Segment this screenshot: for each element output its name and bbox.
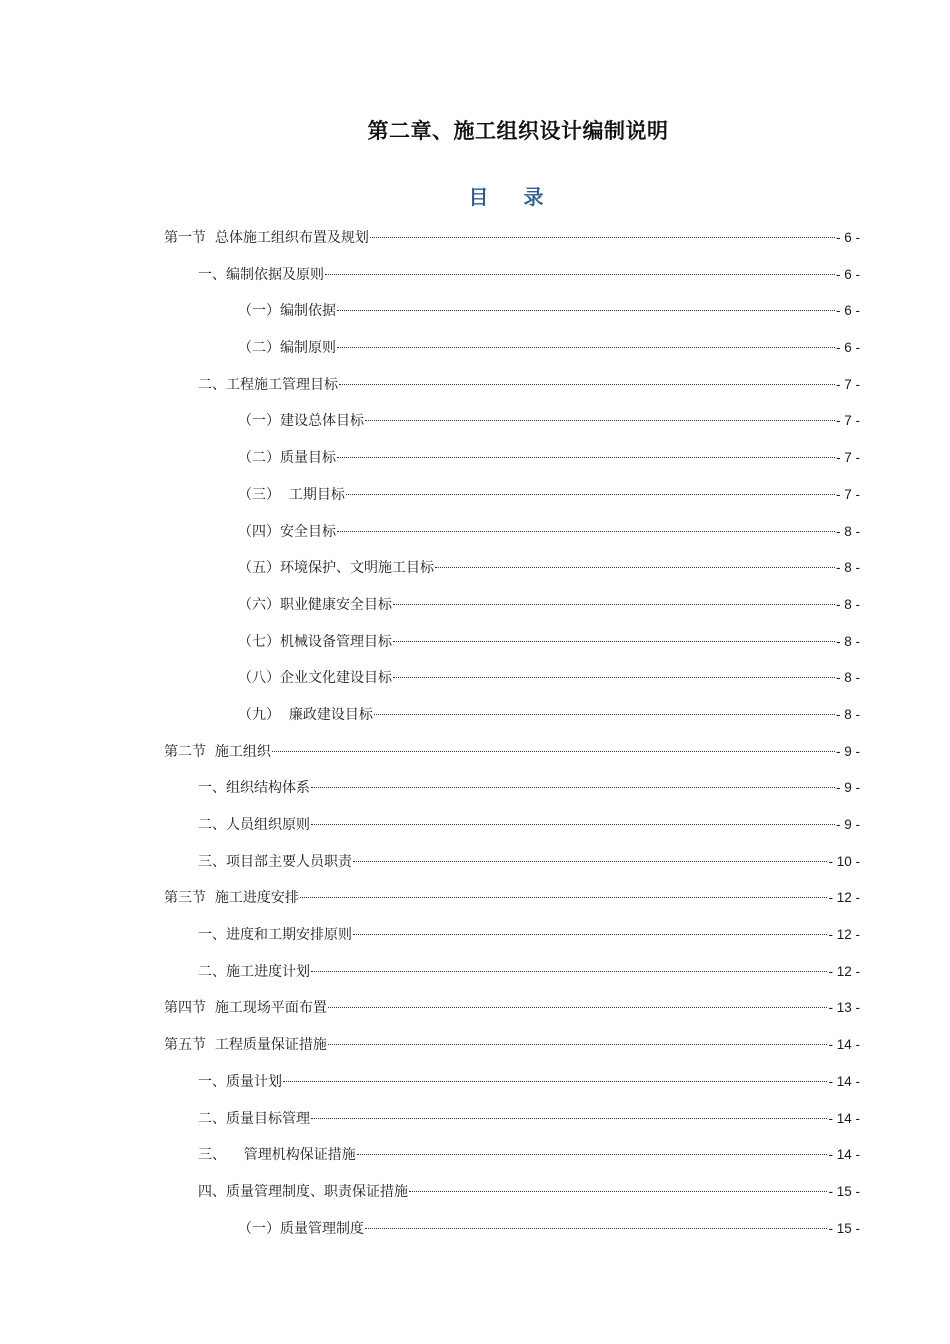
toc-dot-leader xyxy=(311,1118,827,1119)
toc-entry[interactable] xyxy=(164,961,860,998)
toc-entry-label: 第四节 施工现场平面布置 xyxy=(164,1000,327,1017)
toc-entry-label: （二）编制原则 xyxy=(238,340,336,357)
toc-dot-leader xyxy=(365,1228,827,1229)
toc-page-number: - 8 - xyxy=(835,633,860,649)
toc-entry[interactable] xyxy=(164,887,860,924)
toc-entry-label: （三） 工期目标 xyxy=(238,486,345,503)
toc-entry[interactable] xyxy=(164,410,860,447)
toc-entry-label: 一、质量计划 xyxy=(198,1073,282,1090)
toc-entry[interactable] xyxy=(164,814,860,851)
toc-entry[interactable] xyxy=(164,521,860,558)
toc-entry-label: 一、进度和工期安排原则 xyxy=(198,927,352,944)
toc-page-number: - 8 - xyxy=(835,706,860,722)
toc-page-number: - 8 - xyxy=(835,523,860,539)
toc-dot-leader xyxy=(393,677,835,678)
toc-entry-label: （一）建设总体目标 xyxy=(238,413,364,430)
toc-entry-label: （一）质量管理制度 xyxy=(238,1220,364,1237)
toc-dot-leader xyxy=(311,787,835,788)
toc-dot-leader xyxy=(283,1081,827,1082)
toc-entry-label: 一、组织结构体系 xyxy=(198,780,310,797)
toc-dot-leader xyxy=(337,347,835,348)
toc-dot-leader xyxy=(365,420,835,421)
toc-dot-leader xyxy=(311,824,835,825)
toc-page-number: - 12 - xyxy=(828,890,860,906)
toc-entry-label: （八）企业文化建设目标 xyxy=(238,670,392,687)
toc-dot-leader xyxy=(337,310,835,311)
toc-page-number: - 7 - xyxy=(835,413,860,429)
toc-entry[interactable] xyxy=(164,851,860,888)
toc-entry-label: 三、项目部主要人员职责 xyxy=(198,853,352,870)
toc-entry[interactable] xyxy=(164,1071,860,1108)
toc-page-number: - 6 - xyxy=(835,230,860,245)
toc-entry-label: 二、工程施工管理目标 xyxy=(198,376,338,393)
toc-entry[interactable] xyxy=(164,374,860,411)
toc-entry-label: 第三节 施工进度安排 xyxy=(164,890,299,907)
toc-page-number: - 6 - xyxy=(835,266,860,282)
toc-entry[interactable] xyxy=(164,557,860,594)
chapter-title: 第二章、施工组织设计编制说明 xyxy=(367,118,669,143)
toc-page-number: - 12 - xyxy=(828,927,860,943)
toc-page-number: - 14 - xyxy=(828,1110,860,1126)
toc-dot-leader xyxy=(328,1044,828,1045)
toc-dot-leader xyxy=(311,971,827,972)
toc-dot-leader xyxy=(353,861,827,862)
toc-page-number: - 14 - xyxy=(828,1037,860,1053)
toc-dot-leader xyxy=(393,604,835,605)
toc-entry-label: 一、编制依据及原则 xyxy=(198,266,324,283)
toc-entry[interactable] xyxy=(164,667,860,704)
toc-page-number: - 8 - xyxy=(835,560,860,576)
toc-entry[interactable] xyxy=(164,1034,860,1071)
toc-page-number: - 9 - xyxy=(835,780,860,796)
toc-entry-label: （五）环境保护、文明施工目标 xyxy=(238,560,434,577)
toc-entry-label: 四、质量管理制度、职责保证措施 xyxy=(198,1183,408,1200)
toc-page-number: - 15 - xyxy=(828,1220,860,1236)
toc-entry-label: （七）机械设备管理目标 xyxy=(238,633,392,650)
toc-page-number: - 15 - xyxy=(828,1183,860,1199)
toc-dot-leader xyxy=(357,1154,828,1155)
toc-dot-leader xyxy=(435,567,835,568)
toc-dot-leader xyxy=(325,274,835,275)
toc-entry-label: （一）编制依据 xyxy=(238,303,336,320)
toc-page-number: - 6 - xyxy=(835,303,860,319)
toc-dot-leader xyxy=(370,237,835,238)
toc-entry[interactable] xyxy=(164,1218,860,1255)
toc-dot-leader xyxy=(353,934,827,935)
toc-page-number: - 7 - xyxy=(835,486,860,502)
toc-entry[interactable] xyxy=(164,447,860,484)
toc-entry-label: 二、质量目标管理 xyxy=(198,1110,310,1127)
toc-entry-label: 第一节 总体施工组织布置及规划 xyxy=(164,230,369,246)
toc-entry-label: （二）质量目标 xyxy=(238,450,336,467)
toc-page-number: - 13 - xyxy=(828,1000,860,1016)
toc-entry-label: （四）安全目标 xyxy=(238,523,336,540)
toc-dot-leader xyxy=(337,531,835,532)
toc-page-number: - 14 - xyxy=(828,1073,860,1089)
toc-entry[interactable] xyxy=(164,704,860,741)
toc-entry-label: （六）职业健康安全目标 xyxy=(238,596,392,613)
toc-entry[interactable] xyxy=(164,484,860,521)
toc-page-number: - 7 - xyxy=(835,450,860,466)
toc-entry[interactable] xyxy=(164,997,860,1034)
toc-entry-label: 三、 管理机构保证措施 xyxy=(198,1147,356,1164)
toc-page-number: - 6 - xyxy=(835,340,860,356)
toc-entry[interactable] xyxy=(164,337,860,374)
toc-entry[interactable] xyxy=(164,777,860,814)
toc-page-number: - 10 - xyxy=(828,853,860,869)
toc-entry-label: （九） 廉政建设目标 xyxy=(238,706,373,723)
toc-entry[interactable] xyxy=(164,1181,860,1218)
toc-dot-leader xyxy=(409,1191,827,1192)
toc-dot-leader xyxy=(374,714,835,715)
toc-dot-leader xyxy=(346,494,835,495)
toc-page-number: - 9 - xyxy=(835,817,860,832)
toc-entry[interactable] xyxy=(164,300,860,337)
toc-entry-label: 第五节 工程质量保证措施 xyxy=(164,1037,327,1054)
toc-entry[interactable] xyxy=(164,594,860,631)
toc-page-number: - 7 - xyxy=(835,376,860,392)
toc-entry[interactable] xyxy=(164,741,860,778)
toc-entry[interactable] xyxy=(164,1108,860,1145)
toc-entry[interactable] xyxy=(164,631,860,668)
table-of-contents xyxy=(164,227,860,1254)
toc-entry[interactable] xyxy=(164,924,860,961)
toc-entry[interactable] xyxy=(164,1144,860,1181)
toc-entry[interactable] xyxy=(164,264,860,301)
toc-page-number: - 8 - xyxy=(835,596,860,612)
toc-page-number: - 9 - xyxy=(835,743,860,759)
toc-dot-leader xyxy=(393,641,835,642)
toc-entry[interactable] xyxy=(164,227,860,264)
toc-entry-label: 第二节 施工组织 xyxy=(164,743,271,760)
toc-dot-leader xyxy=(272,751,835,752)
toc-entry-label: 二、施工进度计划 xyxy=(198,963,310,980)
toc-page-number: - 8 - xyxy=(835,670,860,686)
toc-dot-leader xyxy=(339,384,835,385)
toc-page-number: - 14 - xyxy=(828,1147,860,1163)
toc-page-number: - 12 - xyxy=(828,963,860,979)
toc-entry-label: 二、人员组织原则 xyxy=(198,817,310,833)
toc-dot-leader xyxy=(328,1007,828,1008)
toc-heading: 目 录 xyxy=(468,185,558,209)
toc-dot-leader xyxy=(337,457,835,458)
toc-dot-leader xyxy=(300,897,828,898)
